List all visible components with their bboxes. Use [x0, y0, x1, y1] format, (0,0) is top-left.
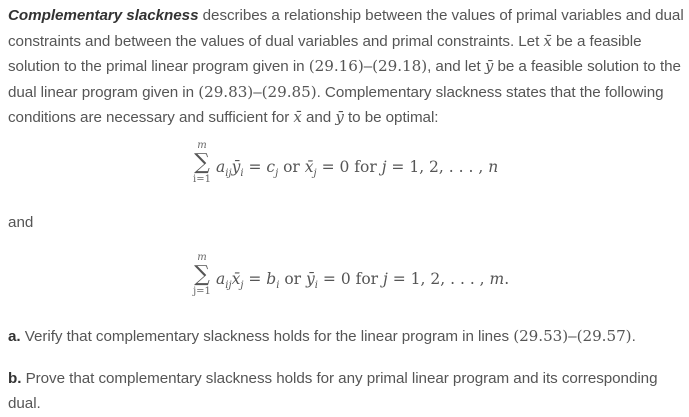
- eq2-sigma: ∑: [194, 262, 210, 287]
- eq2-lower-limit: j=1: [193, 286, 211, 297]
- eq1-c: c: [266, 158, 276, 176]
- eq1-upper-limit: m: [197, 140, 207, 151]
- intro-text-2: be a feasible solution to the primal linear program given in: [8, 32, 642, 75]
- eq2-b: b: [266, 270, 277, 288]
- eq1-eqsign: =: [243, 158, 267, 176]
- eq2-y: ȳ: [306, 270, 315, 288]
- var-y-bar: ȳ: [484, 57, 494, 75]
- var-x-bar: x̄: [543, 31, 552, 50]
- part-b: [8, 367, 684, 416]
- and-text: and: [8, 214, 34, 231]
- eq1-or: or: [278, 158, 305, 176]
- dash-2: –: [253, 83, 262, 101]
- eq1-range: = 1, 2, . . . ,: [386, 158, 489, 176]
- eq1-y: ȳ: [231, 158, 241, 176]
- ref-primal-start: (29.16): [308, 57, 364, 75]
- eq2-a-sub: ij: [225, 280, 232, 292]
- eq1-summation: [187, 140, 217, 186]
- part-b-text: Prove that complementary slackness holds for any primal linear program and its corresponding dual.: [8, 370, 658, 412]
- part-a: [8, 324, 684, 350]
- var-y-bar-2: ȳ: [335, 108, 344, 126]
- part-a-label: a.: [8, 328, 21, 345]
- eq1-c-sub: j: [275, 168, 279, 180]
- eq1-sigma: ∑: [194, 150, 210, 175]
- eq1-body: [216, 158, 498, 179]
- var-x-bar-2: x̄: [293, 108, 302, 126]
- part-b-label: b.: [8, 370, 22, 387]
- eq1-n: n: [488, 158, 499, 176]
- intro-text-5: . Complementary slackness states that the following conditions are necessary and sufficient for: [8, 83, 664, 126]
- eq1-j: j: [381, 158, 387, 176]
- eq2-summation: [187, 252, 217, 298]
- eq2-or: or: [279, 270, 307, 288]
- eq2-m: m: [489, 270, 505, 288]
- eq1-a-sub: ij: [225, 168, 232, 180]
- intro-text-3: , and let: [427, 58, 485, 75]
- part-a-ref-start: (29.53): [513, 327, 569, 345]
- part-a-ref-end: (29.57): [576, 327, 632, 345]
- intro-text-1: describes a relationship between the values of primal variables and dual constraints and between the values of dual variables and primal constraints. Let: [8, 7, 684, 50]
- eq2-y-sub: i: [314, 280, 318, 292]
- ref-primal-end: (29.18): [372, 57, 428, 75]
- part-a-text: Verify that complementary slackness holds for the linear program in lines: [20, 328, 514, 345]
- eq2-upper-limit: m: [197, 252, 207, 263]
- intro-text-7: to be optimal:: [343, 109, 439, 126]
- intro-text-6: and: [301, 109, 336, 126]
- eq2-j: j: [383, 270, 388, 288]
- eq2-zero-for: = 0 for: [317, 270, 384, 288]
- eq1-y-sub: i: [240, 168, 244, 180]
- eq1-x: x̄: [304, 158, 314, 176]
- eq2-eqsign: =: [243, 270, 267, 288]
- eq2-a: a: [216, 270, 226, 288]
- eq2-period: .: [504, 270, 510, 288]
- eq1-zero-for: = 0 for: [316, 158, 382, 176]
- eq2-b-sub: i: [276, 280, 280, 292]
- eq1-a: a: [216, 158, 226, 176]
- ref-dual-end: (29.85): [261, 82, 317, 101]
- eq1-lower-limit: i=1: [193, 174, 211, 185]
- eq1-x-sub: j: [313, 168, 317, 180]
- part-a-dash: –: [568, 328, 577, 345]
- eq2-x-sub: j: [240, 280, 244, 292]
- eq2-x: x̄: [231, 270, 241, 288]
- dash-1: –: [363, 58, 373, 75]
- part-a-period: .: [631, 328, 636, 345]
- term-complementary-slackness: Complementary slackness: [8, 7, 199, 24]
- eq2-range: = 1, 2, . . . ,: [387, 270, 490, 288]
- intro-text-4: be a feasible solution to the dual linear program given in: [8, 58, 681, 101]
- ref-dual-start: (29.83): [198, 82, 254, 101]
- intro-paragraph: [8, 4, 684, 131]
- eq2-body: [216, 270, 509, 291]
